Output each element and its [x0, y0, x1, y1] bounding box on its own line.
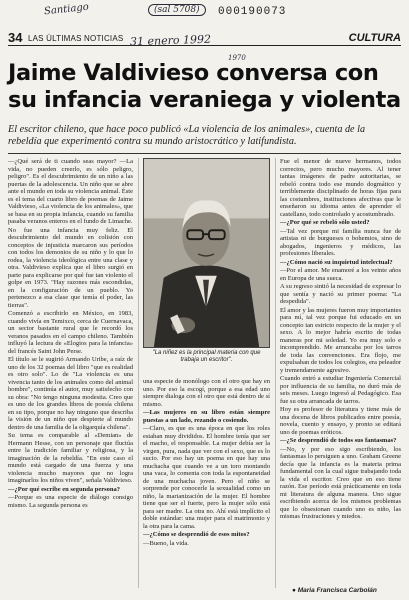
- column-divider: [138, 158, 139, 588]
- publication-name: LAS ÚLTIMAS NOTICIAS: [28, 34, 124, 43]
- page-number: 34: [8, 30, 23, 45]
- article-paragraph: El amor y las mujeres fueron muy importantes para mí, tal vez porque fui educado en un concepto tan estricto respecto de la mujer y el sexo. A lo mejor habría escrito de todas maneras por mi soledad. Yo era muy solo e incomprendido. Me arrancaba por los tarros de toda las convenciones. Era flojo, me expulsaban de todos los colegios, era peleador y tremendamente agresivo.: [280, 306, 401, 374]
- deck-divider: [8, 153, 401, 154]
- article-column-1: [8, 158, 133, 590]
- interview-question: —¿Cómo se desprendió de esos mitos?: [143, 531, 250, 538]
- article-paragraph: A su regreso sintió la necesidad de expresar lo que sentía y nació su primer poema: "La despedida".: [280, 283, 401, 305]
- article-paragraph: Fue el menor de nueve hermanos, todos correctos, pero mucho mayores. Al tener tantas imágenes de padre autoritarias, se rebeló contra todo ese mundo dogmático y terriblemente disciplinado de horas fijas para las costumbres, instituciones afectivas que le enseñaron su idioma antes de aprender el castellano, todo controlado y acostumbrado.: [280, 158, 401, 218]
- page-header: [8, 30, 401, 46]
- article-paragraph: —No, y por eso sigo escribiendo, los fantasmas lo persiguen a uno. Graham Greene decía que la infancia es la materia prima fundamental con la cual sigue trabajando toda la vida el escritor. Creo que en eso tiene razón. Ese período está prácticamente en toda mi literatura de alguna manera. Uno sigue escribiendo acerca de los mismos problemas que lo obsesionan cuando uno es niño, las mismas frustraciones y miedos.: [280, 445, 401, 520]
- archive-stamp-number: 000190073: [218, 6, 287, 18]
- handwritten-date-note: 31 enero 1992: [129, 32, 212, 49]
- interview-question: —¿Por qué se rebeló sólo usted?: [280, 219, 370, 226]
- article-paragraph: —Por el amor. Me enamoré a los veinte años en Europa de una sueca.: [280, 267, 401, 282]
- article-column-3: [280, 158, 401, 578]
- article-paragraph: —Tal vez porque mi familia nunca fue de artistas ni de burgueses o bohemios, sino de abogados, ingenieros y médicos, las profesiones liberales.: [280, 227, 401, 257]
- photo-caption: "La niñez es la principal materia con que trabaja un escritor".: [152, 350, 261, 363]
- column-divider: [275, 158, 276, 588]
- article-paragraph: Su tema es comparable al «Demian» de Hermann Hesse, con un personaje que fluctúa entre la tradición familiar y religiosa, y la imaginación de la rebeldía. "En este caso el mundo está cargado de una fuerza y una violencia mucho mayores que no logra imaginarlos los niños viven", señala Valdivieso.: [8, 432, 133, 484]
- article-paragraph: —Bueno, la vida.: [143, 539, 189, 547]
- interview-question: —¿Cómo nació su inquietud intelectual?: [280, 258, 393, 266]
- article-paragraph: una especie de monólogo con el otro que hay en uno. Por eso la escogí, porque a esa edad uno siempre dialoga con el otro que está dentro de sí mismo.: [143, 378, 270, 408]
- handwritten-year-note: 1970: [228, 54, 246, 62]
- article-paragraph: —¿Qué será de ti cuando seas mayor? —La vida, no pueden creerlo, es sólo peligro, peligro". Es el descubrimiento de un niño a las puertas de la adolescencia. Un niño que se abre ante el mundo en toda su violencia animal. Éste es el tema del cuarto libro de poemas de Jaime Valdivieso, «La violencia de los animales», que se basa en su propia infancia, cuando su familia pasaba veranos enteros en el fundo de Limache.: [8, 158, 133, 225]
- interview-question: —¿Por qué escribe en segunda persona?: [8, 485, 121, 493]
- author-byline: ● Maria Francisca Carbolán: [292, 587, 377, 594]
- article-headline: Jaime Valdivieso conversa con su infancia veraniega y violenta: [8, 60, 401, 113]
- article-deck: El escritor chileno, que hace poco publicó «La violencia de los animales», cuenta de la rebeldía que experimentó contra su mundo aristocrático y latifundista.: [8, 124, 366, 147]
- article-paragraph: —Porque es una especie de diálogo consigo mismo. La segunda persona es: [8, 494, 133, 509]
- article-paragraph: El título se le sugirió Armando Uribe, a raíz de uno de los 32 poemas del libro "que es realidad es otro solo". Lo de "La violencia es una vivencia tanto de los animales como del animal hombre", continúa el autor, muy satisfecho con su obra: "No tengo ninguna modestia. Creo que es uno de los grandes libros de poesía chilena en su tipo, porque no hay ninguno que describa la visión de un niño que despierte al mundo dentro de una familia de la oligarquía chilena".: [8, 356, 133, 431]
- interview-question: —Las mujeres en su libro están siempre puestas a un lado, rezando o cosiendo.: [143, 409, 270, 424]
- article-paragraph: No fue una infancia muy feliz. El descubrimiento del mundo en colisión con conceptos de injusticia marcaron sus períodos con todos los demonios de su niño y lo que lo rodea, la violencia ideológica entre una clase y otra. Valdivieso explica que el libro surgió en parte para explicarse por qué fue tan violento el golpe en 1973. "Hay razones más escondidas, en la configuración de un pueblo. Yo pertenezco a esa clase que temía el poder, las tierras".: [8, 226, 133, 309]
- handwritten-city-note: Santiago: [43, 1, 90, 18]
- interview-question: —¿Se desprendió de todos sus fantasmas?: [280, 437, 397, 444]
- article-paragraph: —Claro, es que es una época en que los roles estaban muy divididos. El hombre tenía que ser el macho, el responsable. La mujer debía ser la virgen, pura, nada que ver con el sexo, que es lo sucio. Por eso hay un poema en que hay una muchacha que cuando ve a un toro montando una vaca, lo comenta con toda la espontaneidad de una muchacha joven. Pero el niño se sorprende por conocerle la sexualidad como un niño, la marianización de la mujer. El hombre tiene que ser el fuerte, pero la mujer sólo está para ser madre. La otra no. Ahí está implícito el doble estándar: una mujer para el matrimonio y la otra para la cama.: [143, 425, 270, 530]
- handwritten-code-note: (sal 5708): [148, 4, 206, 16]
- author-photo: [143, 158, 270, 348]
- article-paragraph: Cuando entró a estudiar Ingeniería Comercial por influencia de su familia, no duró más de seis meses. Luego ingresó al Pedagógico. Esa fue su otra arrancada de tarros.: [280, 375, 401, 405]
- article-column-2: [143, 378, 270, 590]
- section-title: CULTURA: [348, 32, 401, 44]
- article-paragraph: Hoy es profesor de literatura y tiene más de una docena de libros publicados entre poesía, novela, cuento y ensayo, y pronto se editará uno de poemas eróticos.: [280, 406, 401, 436]
- article-paragraph: Comenzó a escribirlo en México, en 1983, cuando vivía en Temixco, cerca de Cuernavaca, un sector bastante rural que le recordó los veranos pasados en el campo chileno. También influyó la lectura de «Elogios para la infancia» del francés Saint John Perse.: [8, 310, 133, 355]
- portrait-image: [144, 159, 269, 347]
